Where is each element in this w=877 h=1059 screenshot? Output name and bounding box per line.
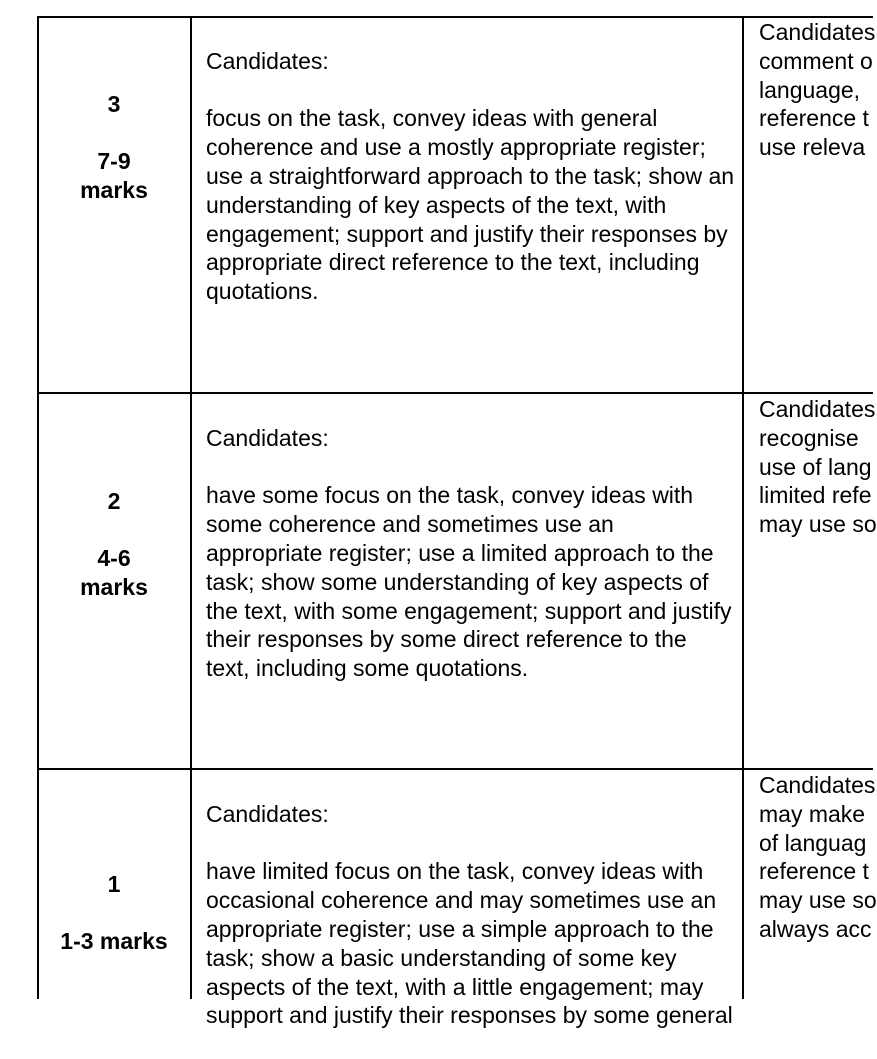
band-level: 2 [107, 488, 121, 514]
descriptor-cell-level-3 [206, 18, 736, 335]
descriptor-heading: Candidates: [206, 47, 329, 74]
partial-line: always acc [759, 915, 872, 942]
partial-line: use of lang [759, 453, 872, 480]
band-marks: 4-6 marks [80, 545, 148, 600]
band-marks: 7-9 marks [80, 148, 148, 203]
partial-line: Candidates [759, 772, 876, 798]
partial-line: comment o [759, 47, 873, 74]
partial-line: language, [759, 76, 861, 103]
partial-line: recognise [759, 424, 859, 451]
table-border-col2 [742, 16, 744, 999]
partial-line: reference t [759, 858, 869, 885]
partial-line: reference t [759, 105, 869, 132]
descriptor-cell-level-1 [206, 771, 736, 1059]
partial-line: may use so [759, 511, 877, 538]
descriptor-text: focus on the task, convey ideas with general coherence and use a mostly appropriate register; use a straightforward approach to the task; show an understanding of key aspects of the text, with engagement; support and justify their responses by appropriate direct reference to the text, including quotations. [206, 105, 735, 305]
descriptor-text: have some focus on the task, convey ideas with some coherence and sometimes use an appropriate register; use a limited approach to the task; show some understanding of key aspects of the text, with some engagement; support and justify their responses by some direct reference to the text, including some quotations. [206, 482, 732, 682]
table-border-row2 [37, 768, 873, 770]
partial-line: Candidates [759, 19, 876, 45]
band-cell-level-2 [38, 487, 190, 602]
table-border-row1 [37, 392, 873, 394]
partial-cell-level-2 [759, 395, 877, 539]
descriptor-cell-level-2 [206, 395, 736, 712]
band-level: 1 [107, 871, 121, 897]
partial-cell-level-1 [759, 771, 877, 944]
descriptor-text: have limited focus on the task, convey ideas with occasional coherence and may sometimes use an appropriate register; use a simple approach to the task; show a basic understanding of some key aspects of the text, with a little engagement; may support and justify their responses by some general [206, 858, 733, 1029]
partial-line: limited refe [759, 482, 872, 509]
table-border-col1 [190, 16, 192, 999]
partial-line: Candidates [759, 396, 876, 422]
descriptor-heading: Candidates: [206, 800, 329, 827]
partial-line: use releva [759, 134, 866, 161]
partial-line: may make [759, 800, 866, 827]
partial-cell-level-3 [759, 18, 876, 162]
descriptor-heading: Candidates: [206, 424, 329, 451]
band-cell-level-3 [38, 90, 190, 205]
partial-line: of languag [759, 829, 867, 856]
partial-line: may use so [759, 887, 877, 914]
band-marks: 1-3 marks [60, 928, 168, 954]
band-cell-level-1 [38, 870, 190, 956]
band-level: 3 [107, 91, 121, 117]
